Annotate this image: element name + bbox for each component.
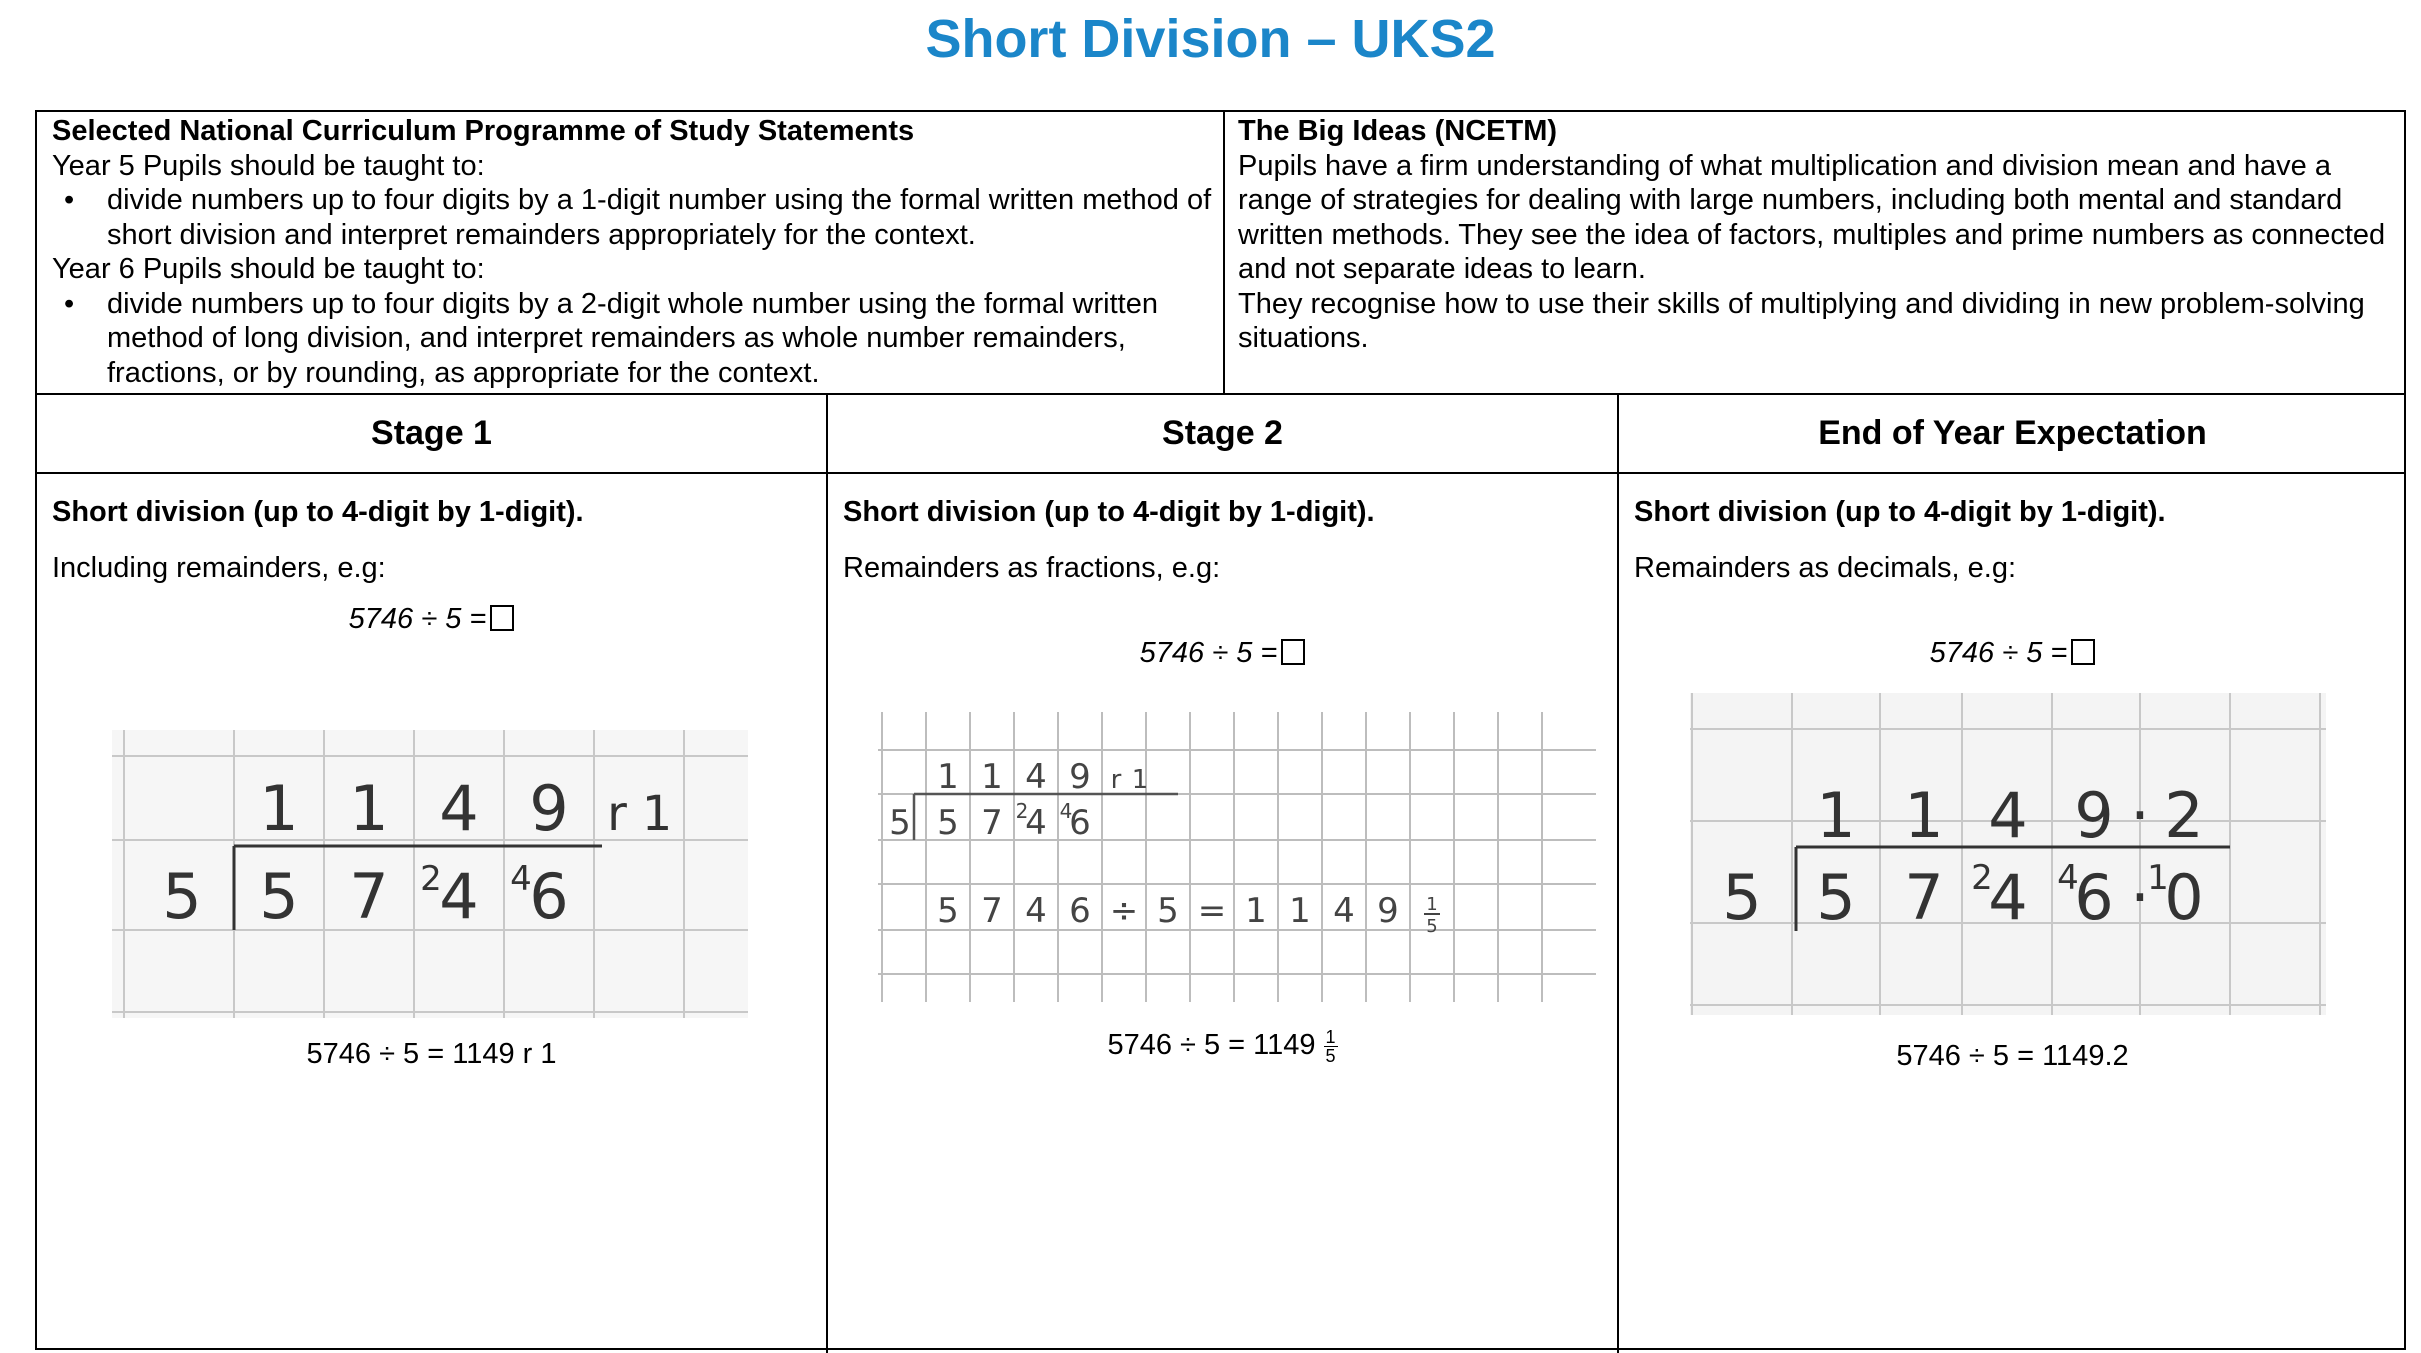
line-digit: 1 xyxy=(1245,891,1267,931)
carry-digit: 2 xyxy=(1015,799,1029,823)
big-ideas-heading: The Big Ideas (NCETM) xyxy=(1238,115,1558,147)
stage2-result-fraction xyxy=(1324,1028,1338,1065)
line-digit: 4 xyxy=(1025,891,1047,931)
answer-box-icon xyxy=(490,605,514,631)
quotient-digit: 4 xyxy=(1988,779,2028,852)
stage2-heading: Stage 2 xyxy=(1162,414,1283,452)
answer-box-icon xyxy=(2071,639,2095,665)
big-ideas-para1: Pupils have a firm understanding of what multiplication and division mean and have a range of strategies for dealing with large numbers, including both mental and standard written methods. They see the idea of factors, multiples and prime numbers as connected and not separate ideas to learn. xyxy=(1238,149,2386,285)
stage1-equation-text: 5746 ÷ 5 = xyxy=(348,603,487,635)
page-title: Short Division – UKS2 xyxy=(925,9,1496,69)
curriculum-statements xyxy=(52,114,1217,390)
dividend-digit: 0 xyxy=(2164,861,2204,934)
curriculum-heading: Selected National Curriculum Programme of Study Statements xyxy=(52,115,915,147)
stage2-result-text: 5746 ÷ 5 = 1149 xyxy=(1107,1029,1316,1062)
dividend-digit: 4 xyxy=(439,860,479,933)
quotient-digit: 2 xyxy=(2164,779,2204,852)
fraction-denominator: 5 xyxy=(1325,1046,1336,1066)
stage3-equation-text: 5746 ÷ 5 = xyxy=(1929,637,2068,669)
quotient-digit: 1 xyxy=(981,757,1003,797)
quotient-digit: 9 xyxy=(1069,757,1091,797)
quotient-digit: 1 xyxy=(937,757,959,797)
line-fraction-denominator: 5 xyxy=(1426,916,1438,937)
stage3-heading: End of Year Expectation xyxy=(1818,414,2207,452)
dividend-digit: · xyxy=(2130,861,2150,934)
line-digit: 7 xyxy=(981,891,1003,931)
quotient-digit: 1 xyxy=(641,786,673,842)
dividend-digit: 7 xyxy=(1904,861,1944,934)
quotient-digit: 1 xyxy=(349,772,389,845)
line-digit: 1 xyxy=(1289,891,1311,931)
stage1-result: 5746 ÷ 5 = 1149 r 1 xyxy=(306,1038,557,1070)
stage1-heading: Stage 1 xyxy=(371,414,492,452)
dividend-digit: 6 xyxy=(529,860,569,933)
divisor-digit: 5 xyxy=(889,803,911,843)
line-digit: 5 xyxy=(1157,891,1179,931)
stage1-description: Including remainders, e.g: xyxy=(52,552,386,584)
quotient-digit: 1 xyxy=(1816,779,1856,852)
divisor-digit: 5 xyxy=(162,860,202,933)
quotient-digit: r xyxy=(607,786,627,842)
carry-digit: 4 xyxy=(510,859,532,899)
carry-digit: 4 xyxy=(1059,799,1073,823)
stage2-subtitle: Short division (up to 4-digit by 1-digit). xyxy=(843,496,1375,528)
big-ideas xyxy=(1238,114,2398,356)
dividend-digit: 4 xyxy=(1025,803,1047,843)
carry-digit: 2 xyxy=(420,859,442,899)
quotient-digit: r xyxy=(1110,765,1122,795)
dividend-digit: 5 xyxy=(937,803,959,843)
dividend-digit: 6 xyxy=(2074,861,2114,934)
quotient-digit: · xyxy=(2130,779,2150,852)
line-digit: 5 xyxy=(937,891,959,931)
line-digit: ÷ xyxy=(1109,891,1139,931)
stage1-subtitle: Short division (up to 4-digit by 1-digit). xyxy=(52,496,584,528)
line-digit: 9 xyxy=(1377,891,1399,931)
stage2-equation-text: 5746 ÷ 5 = xyxy=(1139,637,1278,669)
dividend-digit: 7 xyxy=(349,860,389,933)
dividend-digit: 5 xyxy=(259,860,299,933)
year5-intro: Year 5 Pupils should be taught to: xyxy=(52,149,485,182)
stage3-result: 5746 ÷ 5 = 1149.2 xyxy=(1896,1040,2129,1072)
quotient-digit: 4 xyxy=(439,772,479,845)
quotient-digit: 1 xyxy=(1131,765,1149,795)
line-digit: = xyxy=(1197,891,1227,931)
stage2-working-image xyxy=(878,712,1596,1002)
quotient-digit: 1 xyxy=(1904,779,1944,852)
line-fraction-numerator: 1 xyxy=(1426,894,1438,915)
stage3-description: Remainders as decimals, e.g: xyxy=(1634,552,2016,584)
big-ideas-para2: They recognise how to use their skills of multiplying and dividing in new problem-solving situations. xyxy=(1238,287,2365,354)
line-digit: 6 xyxy=(1069,891,1091,931)
carry-digit: 4 xyxy=(2057,858,2079,898)
stage1-equation xyxy=(37,603,826,636)
fraction-numerator: 1 xyxy=(1325,1027,1336,1047)
dividend-digit: 5 xyxy=(1816,861,1856,934)
dividend-digit: 7 xyxy=(981,803,1003,843)
stage2-equation xyxy=(828,637,1617,670)
divisor-digit: 5 xyxy=(1722,861,1762,934)
quotient-digit: 9 xyxy=(2074,779,2114,852)
year6-list xyxy=(52,287,1217,391)
year5-list xyxy=(52,183,1217,252)
dividend-digit: 4 xyxy=(1988,861,2028,934)
answer-box-icon xyxy=(1281,639,1305,665)
stage1-working-image xyxy=(112,730,748,1018)
quotient-digit: 1 xyxy=(259,772,299,845)
carry-digit: 1 xyxy=(2147,858,2169,898)
dividend-digit: 6 xyxy=(1069,803,1091,843)
carry-digit: 2 xyxy=(1971,858,1993,898)
year6-intro: Year 6 Pupils should be taught to: xyxy=(52,253,485,285)
stage3-working-image xyxy=(1690,693,2326,1015)
quotient-digit: 9 xyxy=(529,772,569,845)
stage2-result xyxy=(828,1028,1617,1065)
stage3-subtitle: Short division (up to 4-digit by 1-digit). xyxy=(1634,496,2166,528)
stage3-equation xyxy=(1619,637,2406,670)
year5-bullet: • divide numbers up to four digits by a 1-digit number using the formal written method of short division and interpret remainders appropriately for the context. xyxy=(52,183,1217,252)
stage2-description: Remainders as fractions, e.g: xyxy=(843,552,1221,584)
year6-bullet: • divide numbers up to four digits by a 2-digit whole number using the formal written method of long division, and interpret remainders as whole number remainders, fractions, or by rounding, as appropriate for the context. xyxy=(52,287,1217,391)
quotient-digit: 4 xyxy=(1025,757,1047,797)
line-digit: 4 xyxy=(1333,891,1355,931)
